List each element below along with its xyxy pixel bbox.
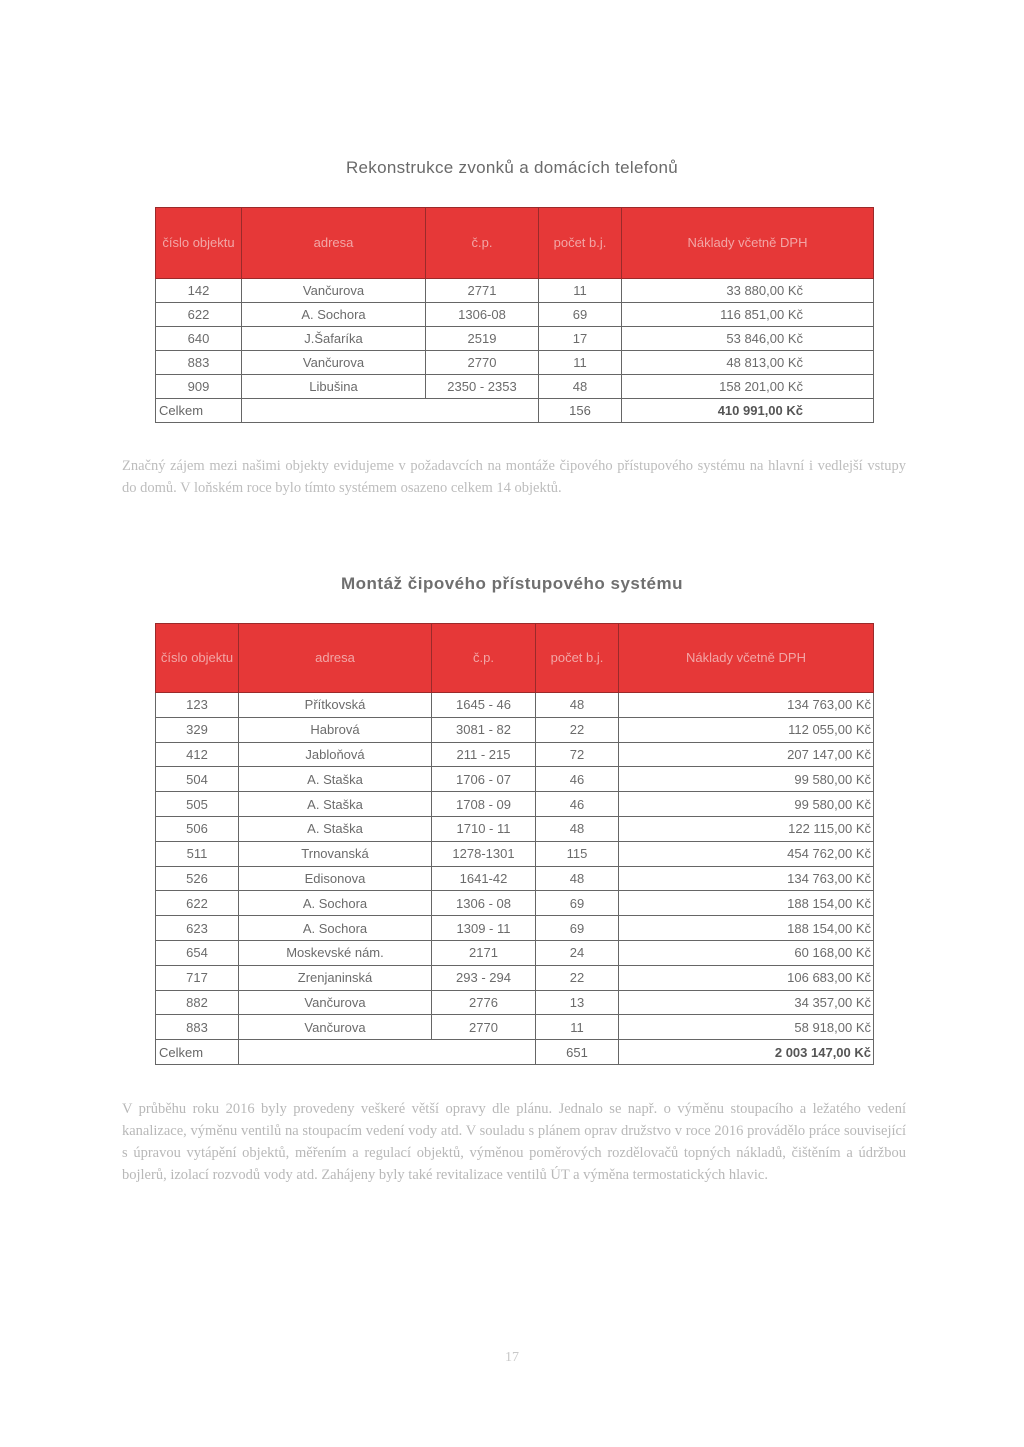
table-row [156,693,874,718]
house-number: 1641-42 [432,866,536,891]
total-label: Celkem [156,399,242,423]
address: Vančurova [239,990,432,1015]
house-number: 1306-08 [426,303,539,327]
address: Vančurova [239,1015,432,1040]
total-row [156,399,874,423]
paragraph-repairs: V průběhu roku 2016 byly provedeny veškeré větší opravy dle plánu. Jednalo se např. o výměnu stoupacího a ležatého vedení kanalizace, výměnu ventilů na stoupacím vedení vody atd. V souladu s plánem oprav družstvo v roce 2016 provádělo práce související s úpravou vytápění objektů, měřením a regulací objektů, výměnou poměrových rozdělovačů topných nákladů, čištěním a údržbou bojlerů, izolací rozvodů vody atd. Zahájeny byly také revitalizace ventilů ÚT a výměna termostatických hlavic. [122,1101,906,1183]
unit-count: 48 [536,693,619,718]
cost: 99 580,00 Kč [619,792,874,817]
object-number: 412 [156,742,239,767]
total-blank [426,399,539,423]
object-number: 511 [156,841,239,866]
table-row [156,792,874,817]
object-number: 883 [156,351,242,375]
object-number: 506 [156,816,239,841]
unit-count: 22 [536,965,619,990]
table-row [156,327,874,351]
cost: 48 813,00 Kč [622,351,874,375]
address: Vančurova [242,351,426,375]
table-row [156,742,874,767]
address: Vančurova [242,279,426,303]
object-number: 504 [156,767,239,792]
object-number: 142 [156,279,242,303]
address: Habrová [239,717,432,742]
unit-count: 69 [536,916,619,941]
cost: 112 055,00 Kč [619,717,874,742]
address: Přítkovská [239,693,432,718]
unit-count: 13 [536,990,619,1015]
unit-count: 69 [539,303,622,327]
address: Jabloňová [239,742,432,767]
object-number: 622 [156,891,239,916]
unit-count: 48 [536,866,619,891]
total-unit-count: 156 [539,399,622,423]
table-row [156,375,874,399]
unit-count: 69 [536,891,619,916]
header-house-number: č.p. [426,208,539,279]
table-header-row [156,624,874,693]
address: Zrenjaninská [239,965,432,990]
table-row [156,279,874,303]
house-number: 2350 - 2353 [426,375,539,399]
cost: 134 763,00 Kč [619,693,874,718]
address: Edisonova [239,866,432,891]
cost: 34 357,00 Kč [619,990,874,1015]
cost: 207 147,00 Kč [619,742,874,767]
house-number: 2519 [426,327,539,351]
object-number: 883 [156,1015,239,1040]
address: A. Sochora [239,916,432,941]
house-number: 2771 [426,279,539,303]
total-blank [242,399,426,423]
object-number: 123 [156,693,239,718]
intercom-table [155,207,874,423]
header-unit-count: počet b.j. [539,208,622,279]
unit-count: 46 [536,767,619,792]
section1-title: Rekonstrukce zvonků a domácích telefonů [345,158,679,177]
address: Moskevské nám. [239,940,432,965]
table-row [156,916,874,941]
object-number: 882 [156,990,239,1015]
table-row [156,1015,874,1040]
table-header-row [156,208,874,279]
section2-title: Montáž čipového přístupového systému [341,574,683,593]
cost: 53 846,00 Kč [622,327,874,351]
header-cost: Náklady včetně DPH [622,208,874,279]
unit-count: 11 [539,351,622,375]
header-object-number: číslo objektu [156,208,242,279]
object-number: 622 [156,303,242,327]
unit-count: 11 [536,1015,619,1040]
address: A. Staška [239,767,432,792]
house-number: 293 - 294 [432,965,536,990]
house-number: 3081 - 82 [432,717,536,742]
unit-count: 22 [536,717,619,742]
access-system-table [155,623,874,1065]
address: A. Sochora [239,891,432,916]
unit-count: 24 [536,940,619,965]
unit-count: 115 [536,841,619,866]
table-row [156,841,874,866]
total-blank [432,1040,536,1065]
object-number: 526 [156,866,239,891]
cost: 58 918,00 Kč [619,1015,874,1040]
total-unit-count: 651 [536,1040,619,1065]
house-number: 1645 - 46 [432,693,536,718]
house-number: 1309 - 11 [432,916,536,941]
total-cost: 410 991,00 Kč [622,399,874,423]
cost: 122 115,00 Kč [619,816,874,841]
cost: 134 763,00 Kč [619,866,874,891]
object-number: 717 [156,965,239,990]
house-number: 1710 - 11 [432,816,536,841]
total-row [156,1040,874,1065]
cost: 188 154,00 Kč [619,891,874,916]
house-number: 2770 [432,1015,536,1040]
object-number: 640 [156,327,242,351]
table-row [156,351,874,375]
object-number: 505 [156,792,239,817]
house-number: 1278-1301 [432,841,536,866]
address: Libušina [242,375,426,399]
table-row [156,717,874,742]
address: A. Sochora [242,303,426,327]
address: Trnovanská [239,841,432,866]
cost: 454 762,00 Kč [619,841,874,866]
address: A. Staška [239,816,432,841]
cost: 188 154,00 Kč [619,916,874,941]
table-row [156,891,874,916]
page-number: 17 [505,1350,519,1365]
object-number: 623 [156,916,239,941]
table-row [156,940,874,965]
header-address: adresa [242,208,426,279]
header-object-number: číslo objektu [156,624,239,693]
cost: 99 580,00 Kč [619,767,874,792]
paragraph-access-system: Značný zájem mezi našimi objekty evidujeme v požadavcích na montáže čipového přístupového systému na hlavní i vedlejší vstupy do domů. V loňském roce bylo tímto systémem osazeno celkem 14 objektů. [122,458,906,496]
unit-count: 46 [536,792,619,817]
house-number: 2171 [432,940,536,965]
cost: 158 201,00 Kč [622,375,874,399]
object-number: 654 [156,940,239,965]
table-row [156,303,874,327]
house-number: 1706 - 07 [432,767,536,792]
table-row [156,866,874,891]
table-row [156,990,874,1015]
house-number: 211 - 215 [432,742,536,767]
total-label: Celkem [156,1040,239,1065]
table-row [156,767,874,792]
unit-count: 17 [539,327,622,351]
cost: 106 683,00 Kč [619,965,874,990]
header-house-number: č.p. [432,624,536,693]
house-number: 1306 - 08 [432,891,536,916]
total-cost: 2 003 147,00 Kč [619,1040,874,1065]
header-cost: Náklady včetně DPH [619,624,874,693]
object-number: 329 [156,717,239,742]
cost: 60 168,00 Kč [619,940,874,965]
house-number: 2770 [426,351,539,375]
table-row [156,965,874,990]
object-number: 909 [156,375,242,399]
header-address: adresa [239,624,432,693]
unit-count: 11 [539,279,622,303]
header-unit-count: počet b.j. [536,624,619,693]
address: J.Šafaríka [242,327,426,351]
house-number: 2776 [432,990,536,1015]
table-row [156,816,874,841]
unit-count: 48 [539,375,622,399]
address: A. Staška [239,792,432,817]
total-blank [239,1040,432,1065]
house-number: 1708 - 09 [432,792,536,817]
unit-count: 72 [536,742,619,767]
cost: 33 880,00 Kč [622,279,874,303]
cost: 116 851,00 Kč [622,303,874,327]
unit-count: 48 [536,816,619,841]
